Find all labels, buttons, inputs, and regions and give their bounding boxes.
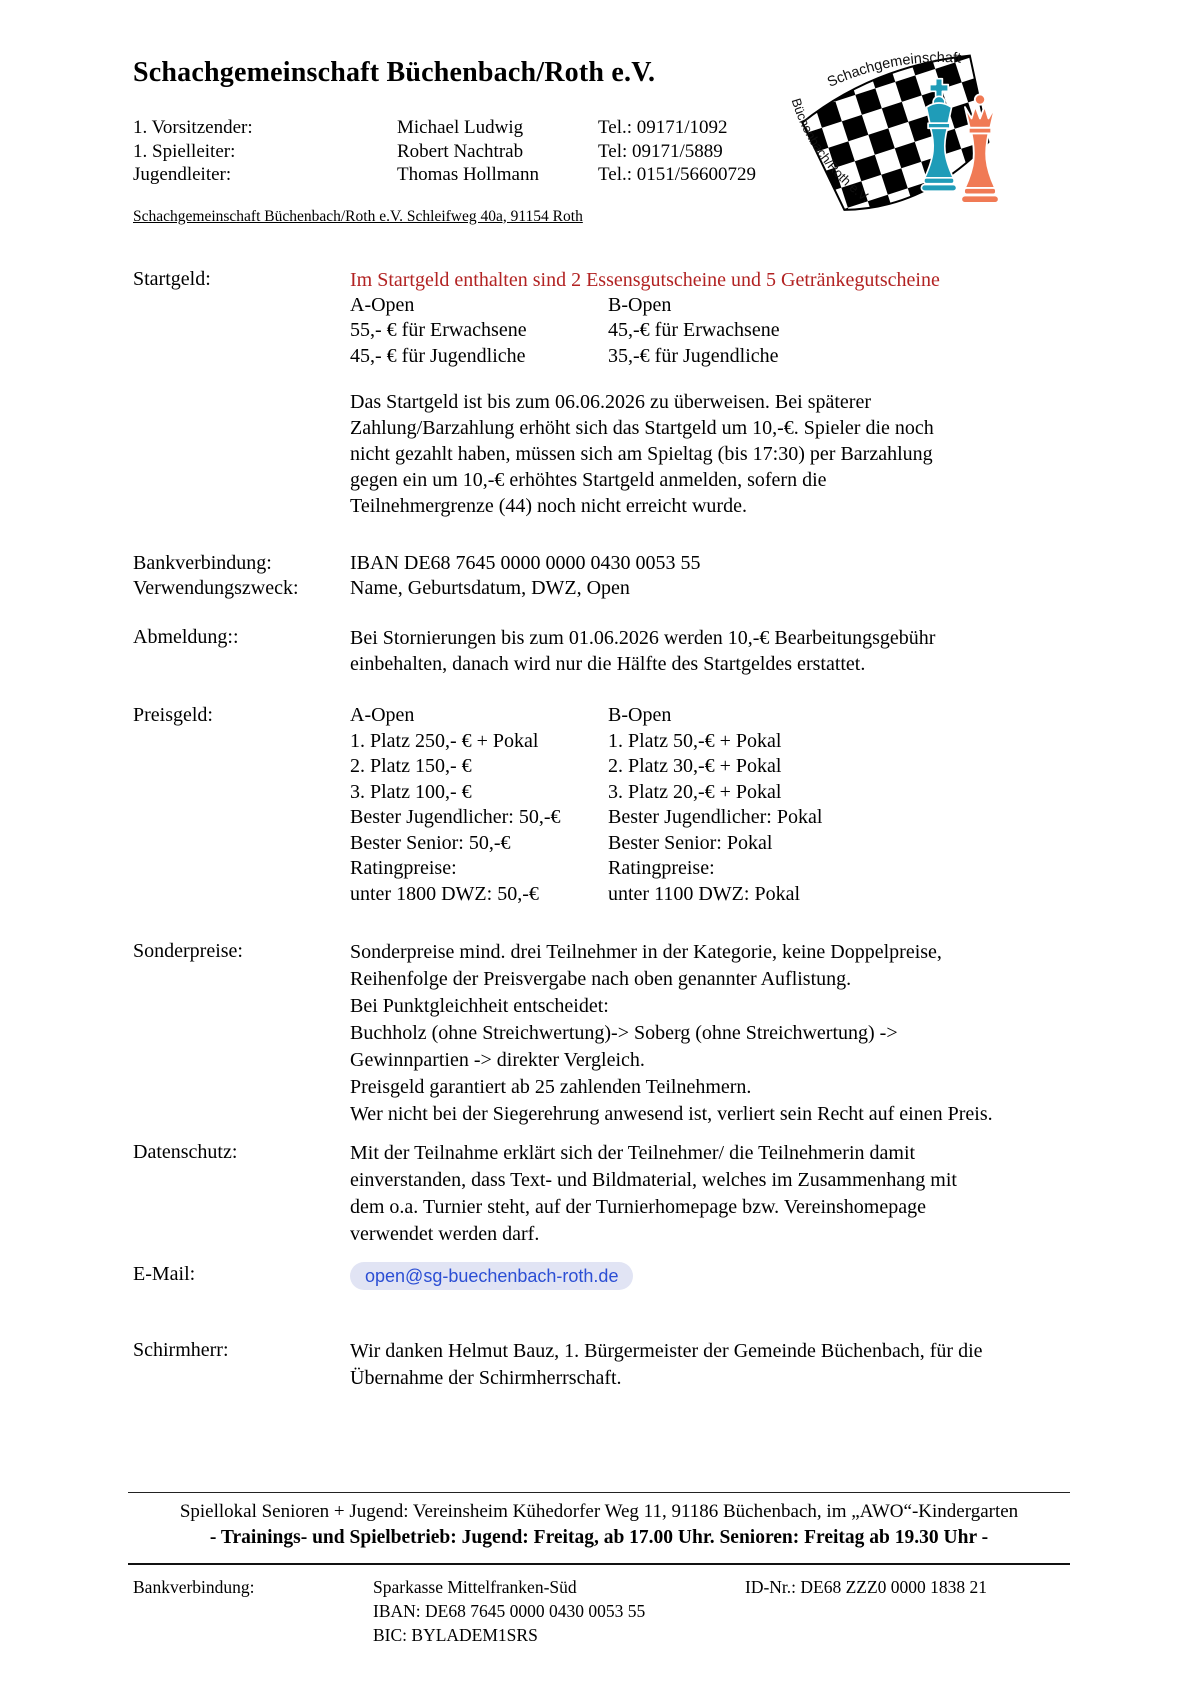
- section-abmeldung: [133, 625, 1072, 677]
- a-open-prize: 1. Platz 250,- € + Pokal: [350, 729, 539, 752]
- a-open-line: 45,- € für Jugendliche: [350, 344, 526, 367]
- b-open-line: 35,-€ für Jugendliche: [608, 344, 779, 367]
- footer-bank-name: Sparkasse Mittelfranken-Süd: [373, 1577, 577, 1597]
- footer-divider-top: [128, 1492, 1070, 1493]
- contact-table: [133, 116, 773, 187]
- a-open-prize: 3. Platz 100,- €: [350, 780, 472, 803]
- spielbetrieb-line: - Trainings- und Spielbetrieb: Jugend: Freitag, ab 17.00 Uhr. Senioren: Freitag ab 19.30 Uhr -: [209, 1527, 989, 1548]
- startgeld-notice: Im Startgeld enthalten sind 2 Essensgutscheine und 5 Getränkegutscheine: [350, 268, 940, 291]
- club-logo: [788, 42, 1020, 214]
- contact-role: 1. Spielleiter:: [133, 140, 236, 162]
- sonderpreise-line: Gewinnpartien -> direkter Vergleich.: [350, 1049, 645, 1071]
- sonderpreise-line: Reihenfolge der Preisvergabe nach oben genannter Auflistung.: [350, 968, 852, 990]
- datenschutz-label: Datenschutz:: [133, 1141, 238, 1163]
- b-open-prize: Bester Jugendlicher: Pokal: [608, 806, 823, 828]
- a-open-prize: Ratingpreise:: [350, 857, 457, 879]
- schirmherr-text: Wir danken Helmut Bauz, 1. Bürgermeister der Gemeinde Büchenbach, für die Übernahme der Schirmherrschaft.: [350, 1340, 983, 1389]
- b-open-prize: Bester Senior: Pokal: [608, 831, 773, 854]
- abmeldung-text: Bei Stornierungen bis zum 01.06.2026 werden 10,-€ Bearbeitungsgebühr einbehalten, danach wird nur die Hälfte des Startgeldes erstattet.: [350, 627, 936, 675]
- footer-bic: BIC: BYLADEM1SRS: [373, 1625, 538, 1645]
- contact-phone: Tel: 09171/5889: [598, 140, 723, 162]
- spiellokal-line: Spiellokal Senioren + Jugend: Vereinsheim Kühedorfer Weg 11, 91186 Büchenbach, im „AWO“-Kindergarten: [179, 1501, 1019, 1522]
- page-footer: [128, 1492, 1070, 1647]
- contact-name: Robert Nachtrab: [397, 140, 524, 162]
- contact-name: Michael Ludwig: [397, 117, 524, 138]
- contact-role: 1. Vorsitzender:: [133, 117, 253, 138]
- contact-phone: Tel.: 09171/1092: [598, 117, 728, 138]
- datenschutz-text: Mit der Teilnahme erklärt sich der Teilnehmer/ die Teilnehmerin damit einverstanden, dass Text- und Bildmaterial, welches im Zusammenhang mit dem o.a. Turnier steht, auf der Turnierhomepage bzw. Vereinshomepage verwendet werden darf.: [350, 1142, 957, 1245]
- bank-iban: IBAN DE68 7645 0000 0000 0430 0053 55: [350, 552, 701, 574]
- b-open-line: 45,-€ für Erwachsene: [608, 319, 780, 341]
- email-label: E-Mail:: [133, 1263, 196, 1285]
- logo-text-top: Schachgemeinschaft: [825, 50, 962, 91]
- sonderpreise-line: Preisgeld garantiert ab 25 zahlenden Teilnehmern.: [350, 1076, 752, 1098]
- sonderpreise-line: Bei Punktgleichheit entscheidet:: [350, 995, 609, 1017]
- a-open-line: 55,- € für Erwachsene: [350, 319, 527, 341]
- b-open-prize: 3. Platz 20,-€ + Pokal: [608, 780, 782, 803]
- abmeldung-label: Abmeldung::: [133, 626, 239, 648]
- section-bankverbindung: [133, 551, 1072, 601]
- preisgeld-a-open: [350, 703, 608, 907]
- zweck-value: Name, Geburtsdatum, DWZ, Open: [350, 577, 630, 599]
- b-open-prize: Ratingpreise:: [608, 857, 715, 879]
- a-open-prize: Bester Senior: 50,-€: [350, 831, 511, 854]
- contact-role: Jugendleiter:: [133, 164, 232, 185]
- footer-bank-details: [373, 1575, 745, 1647]
- sonderpreise-line: Sonderpreise mind. drei Teilnehmer in der Kategorie, keine Doppelpreise,: [350, 941, 942, 963]
- section-sonderpreise: [133, 939, 1072, 1128]
- bank-label: Bankverbindung:: [133, 552, 272, 574]
- b-open-prize: unter 1100 DWZ: Pokal: [608, 882, 801, 905]
- preisgeld-label: Preisgeld:: [133, 704, 213, 726]
- b-open-prize: 1. Platz 50,-€ + Pokal: [608, 729, 782, 752]
- a-open-title: A-Open: [350, 704, 415, 726]
- startgeld-label: Startgeld:: [133, 267, 211, 290]
- startgeld-paragraph: Das Startgeld ist bis zum 06.06.2026 zu überweisen. Bei späterer Zahlung/Barzahlung erhöht sich das Startgeld um 10,-€. Spieler die noch nicht gezahlt haben, müssen sich am Spieltag (bis 17:30) per Barzahlung gegen ein um 10,-€ erhöhtes Startgeld anmelden, sofern die Teilnehmergrenze (44) noch nicht erreicht wurde.: [350, 391, 934, 517]
- startgeld-b-open: [608, 293, 1072, 370]
- a-open-title: A-Open: [350, 293, 415, 316]
- logo-text-side: Büchenbach/Roth e.V.: [788, 96, 873, 206]
- preisgeld-b-open: [608, 703, 1072, 907]
- footer-divider-bottom: [128, 1563, 1070, 1565]
- section-startgeld: [133, 267, 1072, 520]
- b-open-prize: 2. Platz 30,-€ + Pokal: [608, 755, 782, 777]
- b-open-title: B-Open: [608, 704, 672, 726]
- page-title: Schachgemeinschaft Büchenbach/Roth e.V.: [133, 57, 656, 88]
- contact-name: Thomas Hollmann: [397, 164, 539, 185]
- b-open-title: B-Open: [608, 293, 672, 316]
- sonderpreise-label: Sonderpreise:: [133, 940, 243, 962]
- schirmherr-label: Schirmherr:: [133, 1339, 229, 1361]
- section-datenschutz: [133, 1140, 1072, 1248]
- section-schirmherr: [133, 1338, 1072, 1392]
- footer-iban: IBAN: DE68 7645 0000 0430 0053 55: [373, 1601, 646, 1621]
- sonderpreise-line: Wer nicht bei der Siegerehrung anwesend ist, verliert sein Recht auf einen Preis.: [350, 1103, 993, 1125]
- footer-bank-label: Bankverbindung:: [133, 1577, 255, 1597]
- section-preisgeld: [133, 703, 1072, 907]
- section-email: [133, 1262, 1072, 1290]
- zweck-label: Verwendungszweck:: [133, 577, 299, 599]
- contact-phone: Tel.: 0151/56600729: [598, 164, 757, 185]
- email-link[interactable]: open@sg-buechenbach-roth.de: [350, 1262, 633, 1290]
- footer-id-nr: ID-Nr.: DE68 ZZZ0 0000 1838 21: [745, 1577, 988, 1597]
- sonderpreise-line: Buchholz (ohne Streichwertung)-> Soberg (ohne Streichwertung) ->: [350, 1022, 898, 1044]
- startgeld-a-open: [350, 293, 608, 370]
- a-open-prize: Bester Jugendlicher: 50,-€: [350, 806, 561, 828]
- a-open-prize: 2. Platz 150,- €: [350, 755, 472, 777]
- club-address-line: Schachgemeinschaft Büchenbach/Roth e.V. Schleifweg 40a, 91154 Roth: [133, 207, 583, 225]
- a-open-prize: unter 1800 DWZ: 50,-€: [350, 882, 539, 905]
